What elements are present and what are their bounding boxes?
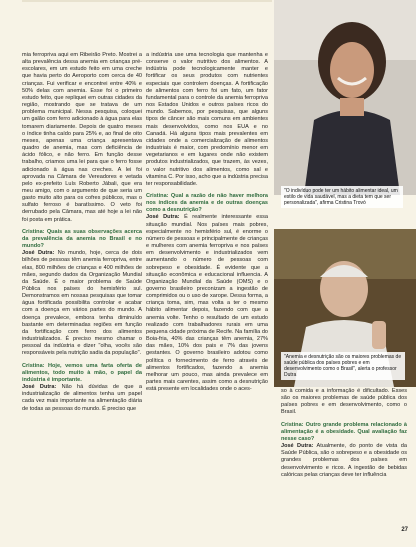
photo-caption: "Anemia e desnutrição são os maiores problemas de saúde pública dos países pobres e em desenvolvimento como o Brasil", alerta o professor Dutra [281, 352, 405, 380]
interview-question [22, 363, 142, 384]
question-text: Cristina: Qual a razão de não haver melhora nos índices da anemia e de outras doenças como a desnutrição? [146, 192, 268, 214]
paragraph: mia ferropriva aqui em Ribeirão Preto. Mostrei a alta prevalência dessa anemia em crianças pré-escolares, em um estudo feito em uma creche que havia perto do Aeroporto com cerca de 40 crianças. Fui verificar e encontrei entre 40% e 50% delas com anemia. Esse foi o primeiro estudo feito, que repliquei em outras cidades da região, mostrando que se tratava de um problema municipal. Nessa pesquisa, coloquei um galão com ferro adicionado à água para elas tomarem diariamente. Depois de quatro meses o índice tinha caído para 25% e, ao final de oito meses, apenas uma criança apresentava quadro de anemia, mas com deficiência de ácido fólico, e não ferro. Em função desse trabalho, criamos uma lei para que o ferro fosse adicionado à água nas creches. A lei foi aprovada na Câmara de Vereadores e vetada pelo ex-prefeito Luís Roberto Jábali, que era meu amigo, com o argumento de que seria um gasto muito alto para os cofres públicos, mas o sulfato ferroso é baratíssimo. O veto foi derrubado pela Câmara, mas até hoje a lei não foi posta em prática. [22, 52, 142, 223]
answer-text: É realmente interessante essa situação mundial. Nos países mais pobres, especialmente no hemisfério sul, é enorme o número de pessoas e principalmente de crianças e mulheres com anemia ferropriva e nos países em desenvolvimento e industrializados vem aumentando o número de pessoas com sobrepeso e obesidade. É evidente que a situação econômica e educacional influencia. A Organização Mundial da Saúde (OMS) e o governo brasileiro preconizam a ingestão de comprimidos ou o uso de xarope. Dessa forma, a criança toma, sim, mas volta a ter o mesmo hábito alimentar depois, fazendo com que a anemia volte. Tenho o resultado de um estudo realizado com trabalhadores rurais em uma pequena cidade próxima de Recife. Na família do Boia-fria, 40% das crianças têm anemia, 27% das mães, 10% dos pais e 7% das jovens gestantes. O governo brasileiro adotou como política o fornecimento de ferro através de alimentos fortificados, fazendo a anemia melhorar um pouco, mas ainda prevalece em partes mais carentes, assim como a desnutrição está presente em localidades onde o aces- [146, 214, 268, 393]
question-text: Cristina: Quais as suas observações acerca da prevalência da anemia no Brasil e no mundo? [22, 228, 142, 250]
answer-text: Não há dúvidas de que a industrialização de alimentos tenha um papel cada vez mais importante na alimentação diária de todas as pessoas do mundo. É preciso que [22, 384, 142, 412]
header-rule [22, 0, 272, 2]
answer-text: Atualmente, do ponto de vista da Saúde Pública, são o sobrepeso e a obesidade os grandes problemas dos países em desenvolvimento e ricos. A ingestão de bebidas calóricas pelas crianças deve ter influência [281, 443, 407, 478]
interview-answer [22, 250, 142, 357]
interview-answer [22, 384, 142, 413]
paragraph: so à comida e a informação é dificultado. Esses são os maiores problemas de saúde pública dos países pobres e em desenvolvimento, como o Brasil. [281, 388, 407, 416]
interview-answer [281, 443, 407, 479]
question-text: Cristina: Outro grande problema relacionado à alimentação é a obesidade. Qual avaliação faz nesse caso? [281, 421, 407, 442]
page-number: 27 [401, 527, 408, 533]
interview-question [146, 193, 268, 214]
photo-woman-portrait [274, 0, 416, 195]
answer-text: No mundo, hoje, cerca de dois bilhões de pessoas têm anemia ferropriva, entre elas, 800 milhões de crianças e 400 milhões de mães, segundo dados da Organização Mundial da Saúde. É o maior problema de Saúde Pública nos países do hemisfério sul. Demonstramos em nossas pesquisas que tomar água fortificada possibilita controlar e acabar com a doença em vários partes do mundo. A doença prevalece, embora tenha diminuído bastante em determinadas regiões em função da fortificação com ferro dos alimentos industrializados. É preciso mesmo chamar o pessoal da indústria e dizer "olha, vocês são responsáveis pela nutrição sadia da população". [22, 250, 142, 357]
interview-answer [146, 214, 268, 393]
paragraph: a indústria use uma tecnologia que mantenha e conserve o valor nutritivo dos alimentos. A indústria pode tecnologicamente manter e fortificar os seus produtos com nutrientes especiais que controlem doenças. A fortificação de alimentos com ferro foi um fato, um fator fundamental para o controle da anemia ferropriva nos Estados Unidos e outros países ricos do mundo. Sabemos, por pesquisas, que alguns tipos de câncer são mais comuns em ambientes mais desenvolvidos, como nos EUA e no Canadá. Há alguns tipos mais prevalentes em cidades onde a comercialização de alimentos industriais é maior, com predomínio menor em vegetarianos e em lugares onde não existem produtos industrializados, que trazem, às vezes, o valor nutritivo dos alimentos, como sal e vitamina C. Por isso, acho que a indústria precisa ter responsabilidade. [146, 52, 268, 187]
speaker-name: José Dutra: [281, 443, 314, 450]
speaker-name: José Dutra: [22, 384, 57, 391]
text-column-1 [22, 52, 142, 413]
interview-question [22, 229, 142, 250]
interview-question [281, 422, 407, 443]
question-text: Cristina: Hoje, vemos uma farta oferta de alimentos, todo muito à mão, o papel da indústria é importante. [22, 362, 142, 383]
text-column-2 [146, 52, 268, 393]
speaker-name: José Dutra: [22, 250, 55, 257]
text-column-3 [281, 388, 407, 479]
speaker-name: José Dutra: [146, 214, 180, 221]
photo-caption: "O indivíduo pode ter um hábito alimentar ideal, um estilo de vida saudável, mas a dieta tem que ser personalizada", afirma Cristina Trovó [281, 186, 403, 208]
